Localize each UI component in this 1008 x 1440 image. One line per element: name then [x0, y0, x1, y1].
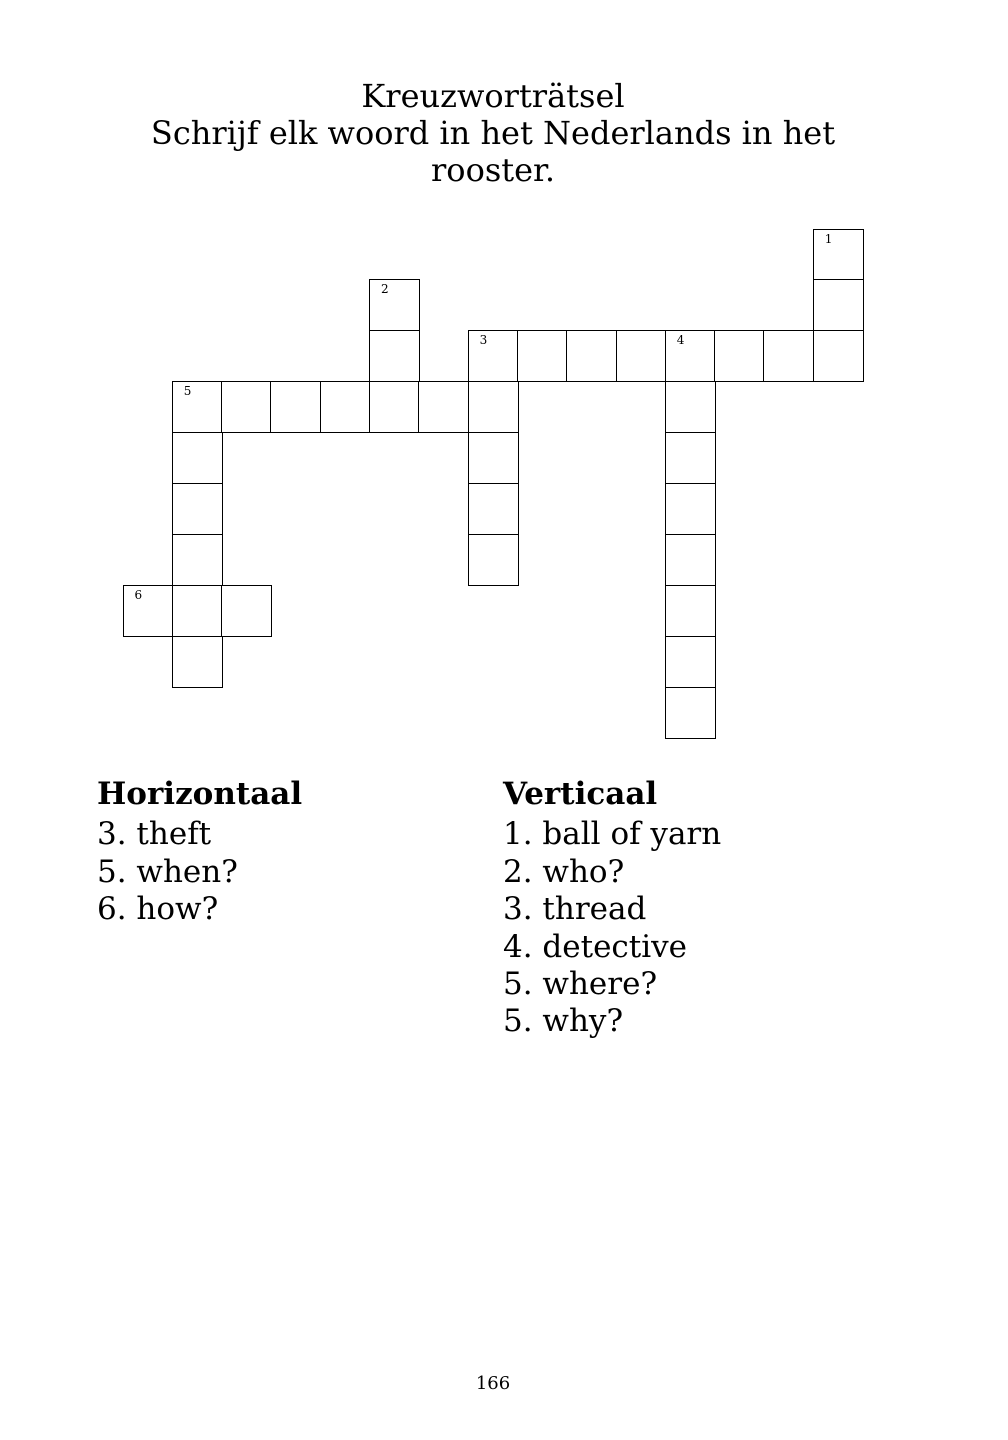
crossword-cell[interactable]: [468, 534, 519, 586]
crossword-cell[interactable]: [468, 330, 519, 382]
crossword-cell[interactable]: [270, 381, 321, 433]
crossword-cell[interactable]: [665, 483, 716, 535]
clue-down-item: 4. detective: [503, 928, 688, 965]
clues-across: [97, 776, 302, 929]
clue-down-item: 3. thread: [503, 891, 647, 928]
crossword-cell[interactable]: [172, 636, 223, 688]
clue-number: 2: [381, 282, 389, 297]
crossword-cell[interactable]: [418, 381, 469, 433]
clue-across-item: 5. when?: [97, 853, 238, 890]
clue-number: 4: [676, 333, 685, 348]
page-number: 166: [475, 1373, 511, 1394]
crossword-cell[interactable]: [320, 381, 371, 433]
crossword-cell[interactable]: [369, 279, 420, 331]
crossword-cell[interactable]: [468, 381, 519, 433]
crossword-cell[interactable]: [172, 585, 223, 637]
crossword-cell[interactable]: [369, 381, 420, 433]
crossword-cell[interactable]: [172, 483, 223, 535]
clues-down: [503, 776, 721, 1041]
crossword-cell[interactable]: [221, 381, 272, 433]
instructions-line-2: rooster.: [431, 151, 555, 189]
crossword-cell[interactable]: [566, 330, 617, 382]
crossword-cell[interactable]: [123, 585, 174, 637]
clue-number: 1: [824, 231, 833, 246]
crossword-cell[interactable]: [665, 585, 716, 637]
crossword-cell[interactable]: [468, 432, 519, 484]
crossword-cell[interactable]: [763, 330, 814, 382]
crossword-cell[interactable]: [813, 279, 864, 331]
crossword-cell[interactable]: [665, 381, 716, 433]
crossword-cell[interactable]: [665, 636, 716, 688]
crossword-cell[interactable]: [616, 330, 667, 382]
crossword-cell[interactable]: [517, 330, 568, 382]
crossword-cell[interactable]: [813, 330, 864, 382]
crossword-cell[interactable]: [369, 330, 420, 382]
crossword-cell[interactable]: [813, 229, 864, 281]
crossword-cell[interactable]: [172, 432, 223, 484]
clue-across-item: 3. theft: [97, 816, 212, 853]
clue-down-item: 2. who?: [503, 853, 625, 890]
crossword-cell[interactable]: [665, 432, 716, 484]
crossword-cell[interactable]: [714, 330, 765, 382]
clues-across-heading: Horizontaal: [97, 776, 303, 812]
instructions-line-1: Schrijf elk woord in het Nederlands in het: [150, 114, 836, 152]
clue-number: 6: [134, 587, 143, 602]
crossword-cell[interactable]: [665, 687, 716, 739]
clue-down-item: 5. why?: [503, 1003, 624, 1040]
page-title: Kreuzworträtsel: [361, 77, 625, 115]
crossword-cell[interactable]: [172, 534, 223, 586]
crossword-cell[interactable]: [221, 585, 272, 637]
clue-across-item: 6. how?: [97, 891, 219, 928]
crossword-cell[interactable]: [172, 381, 223, 433]
clue-down-item: 5. where?: [503, 966, 658, 1003]
clues-down-heading: Verticaal: [503, 776, 658, 812]
crossword-cell[interactable]: [665, 534, 716, 586]
clue-number: 5: [183, 384, 192, 399]
clue-down-item: 1. ball of yarn: [503, 816, 722, 853]
clue-number: 3: [479, 333, 488, 348]
crossword-cell[interactable]: [468, 483, 519, 535]
crossword-cell[interactable]: [665, 330, 716, 382]
